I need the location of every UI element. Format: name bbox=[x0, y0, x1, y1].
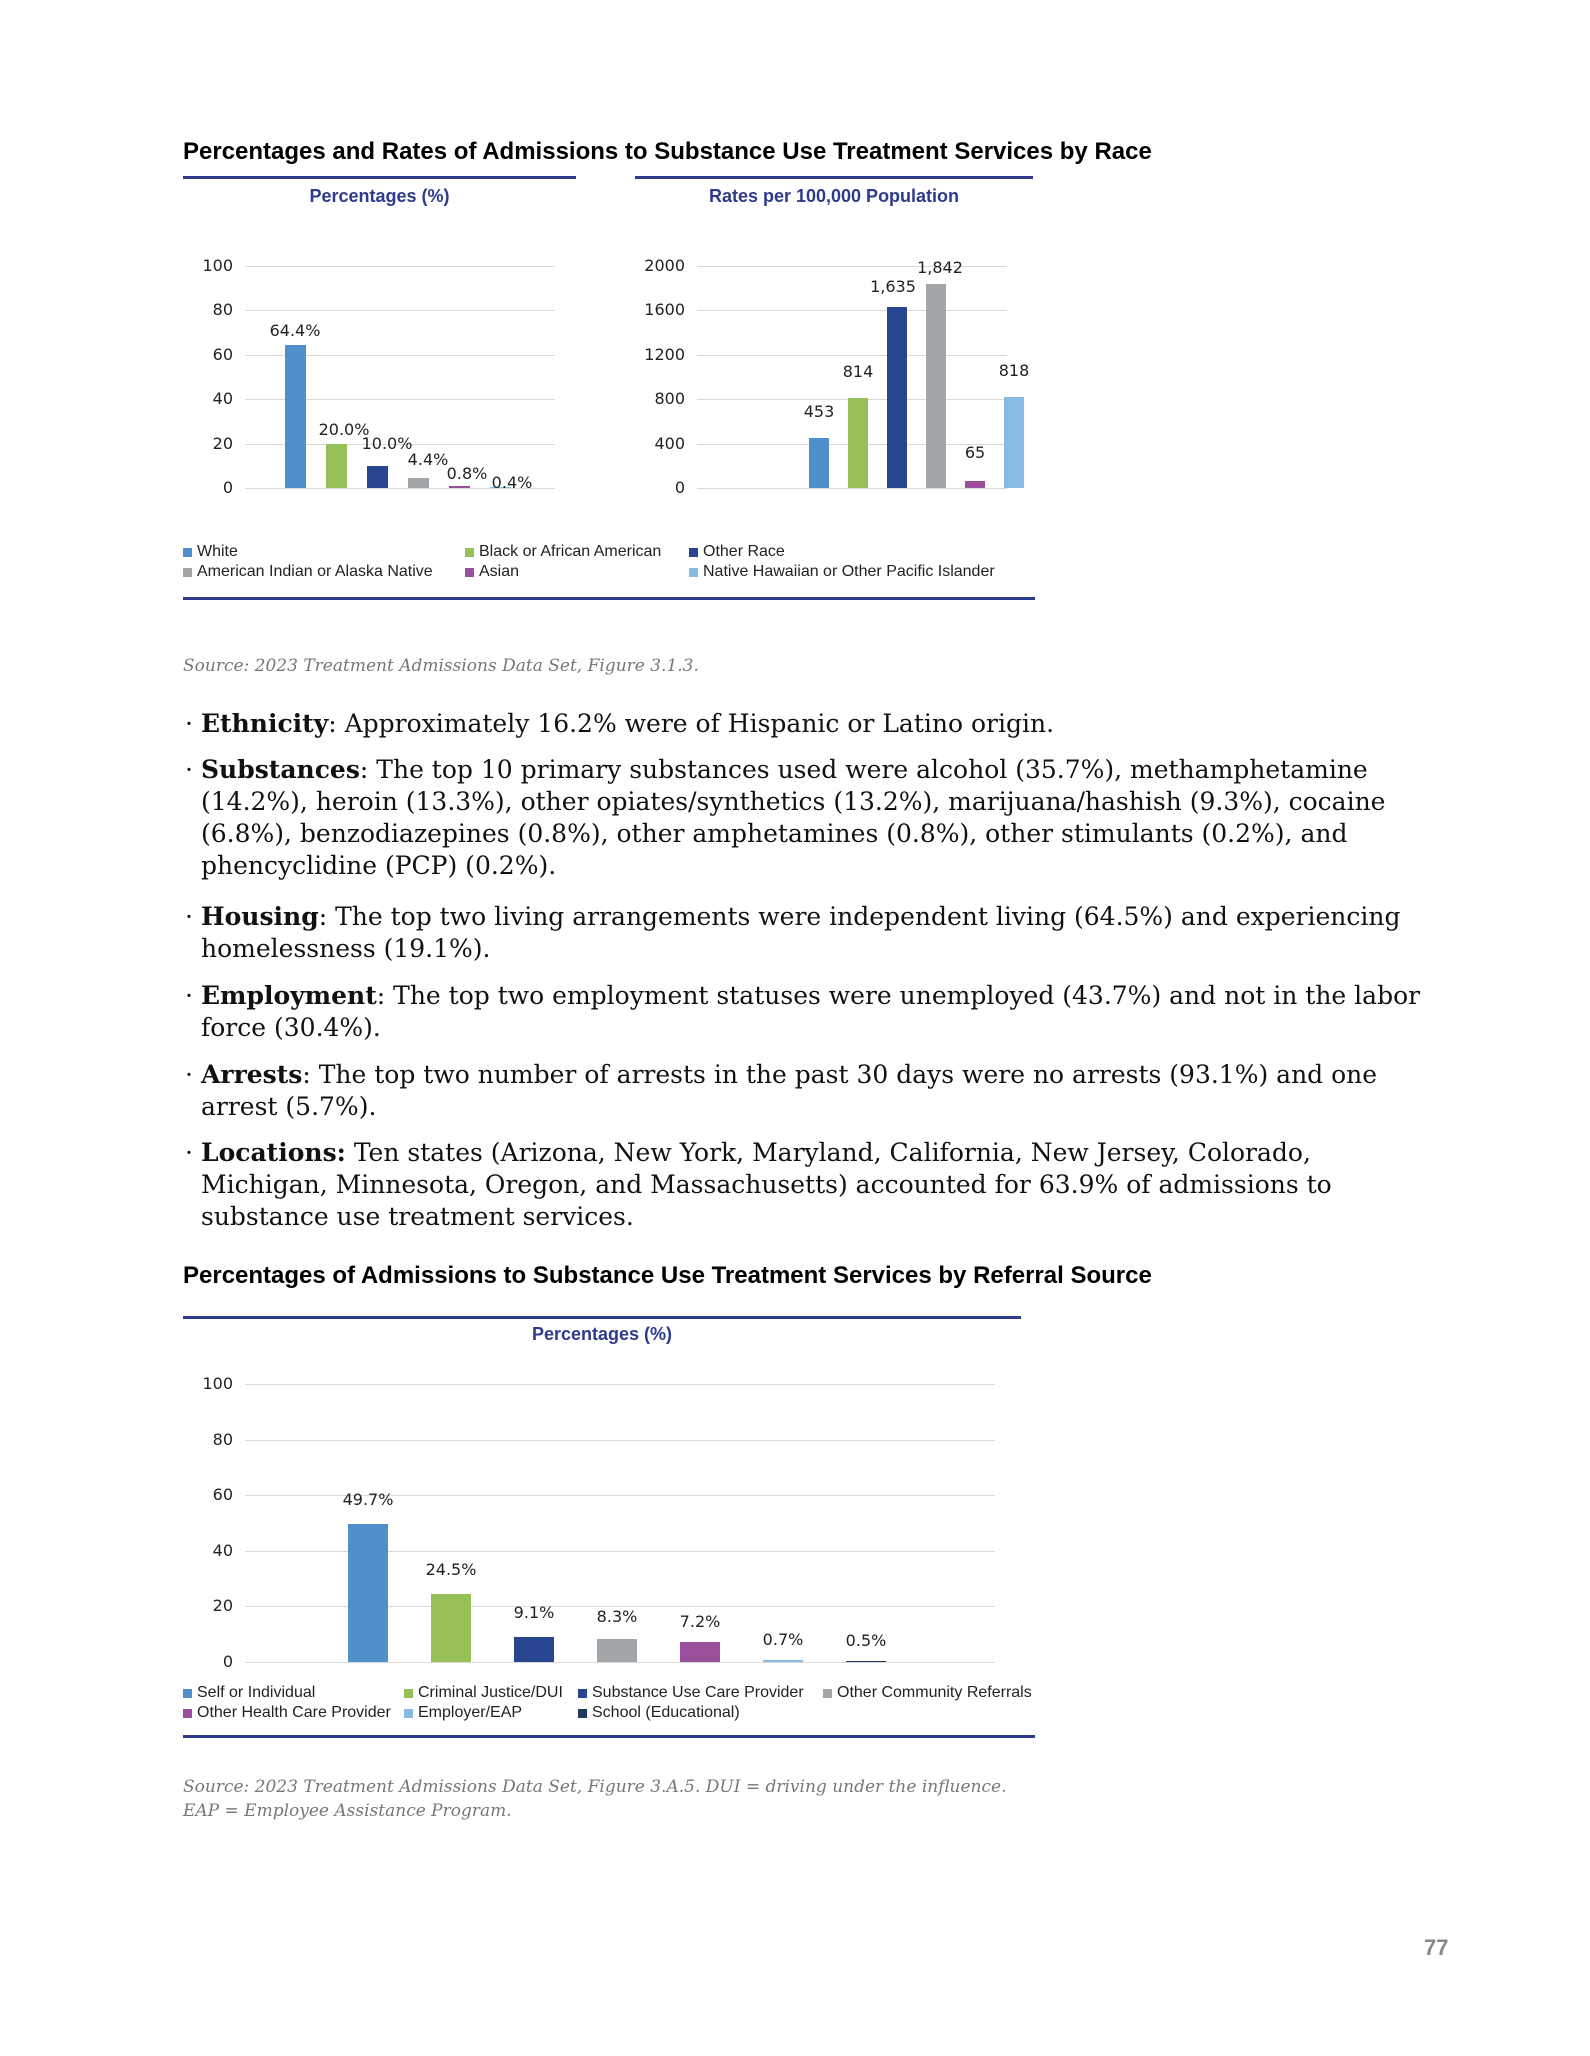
legend-swatch-icon bbox=[689, 548, 698, 557]
y-tick-label: 0 bbox=[222, 478, 233, 497]
legend-label: Other Race bbox=[703, 543, 785, 560]
bar bbox=[887, 307, 907, 488]
figure1-bottom-rule bbox=[183, 597, 1035, 600]
data-label: 64.4% bbox=[269, 321, 321, 341]
legend-swatch-icon bbox=[183, 568, 192, 577]
bullet-item bbox=[185, 980, 1445, 1044]
legend-label: Employer/EAP bbox=[418, 1704, 523, 1721]
gridline bbox=[697, 310, 1007, 311]
gridline bbox=[245, 1384, 995, 1385]
figure1-source: Source: 2023 Treatment Admissions Data Set, Figure 3.1.3. bbox=[183, 656, 699, 676]
left-panel-top-rule bbox=[183, 176, 576, 179]
data-label: 20.0% bbox=[318, 419, 370, 439]
y-tick-label: 100 bbox=[202, 1374, 233, 1393]
figure1-title: Percentages and Rates of Admissions to Substance Use Treatment Services by Race bbox=[183, 138, 1152, 165]
bullet-text: : The top two number of arrests in the past 30 days were no arrests (93.1%) and one arrest (5.7%). bbox=[201, 1060, 1378, 1121]
bar bbox=[846, 1661, 886, 1663]
race-rates-chart bbox=[635, 250, 1035, 510]
figure2-title: Percentages of Admissions to Substance Use Treatment Services by Referral Source bbox=[183, 1262, 1152, 1289]
figure2-source-line1: Source: 2023 Treatment Admissions Data Set, Figure 3.A.5. DUI = driving under the influence. bbox=[183, 1777, 1007, 1797]
figure2-bottom-rule bbox=[183, 1735, 1035, 1738]
data-label: 9.1% bbox=[513, 1602, 555, 1622]
data-label: 1,635 bbox=[870, 276, 916, 296]
y-tick-label: 40 bbox=[212, 1540, 233, 1560]
legend-swatch-icon bbox=[183, 548, 192, 557]
bullet-item bbox=[185, 1137, 1445, 1233]
legend-swatch-icon bbox=[578, 1689, 587, 1698]
data-label: 65 bbox=[964, 442, 986, 462]
bar bbox=[326, 444, 347, 488]
bullet-dot-icon: · bbox=[185, 902, 193, 931]
legend-swatch-icon bbox=[404, 1689, 413, 1698]
referral-percentages-chart bbox=[183, 1370, 1003, 1670]
page-number: 77 bbox=[1424, 1935, 1449, 1960]
data-label: 814 bbox=[842, 361, 874, 381]
legend-item bbox=[823, 1684, 1032, 1702]
y-tick-label: 2000 bbox=[644, 256, 685, 275]
legend-swatch-icon bbox=[578, 1709, 587, 1718]
bar bbox=[1004, 397, 1024, 488]
bullet-dot-icon: · bbox=[185, 709, 193, 738]
y-tick-label: 80 bbox=[212, 300, 233, 320]
data-label: 1,842 bbox=[917, 257, 963, 277]
figure2-panel-title: Percentages (%) bbox=[531, 1324, 673, 1344]
legend-item bbox=[404, 1684, 563, 1702]
right-panel-top-rule bbox=[635, 176, 1033, 179]
bar bbox=[408, 478, 429, 488]
y-tick-label: 80 bbox=[212, 1429, 233, 1449]
data-label: 7.2% bbox=[679, 1611, 721, 1631]
legend-item bbox=[183, 1684, 315, 1702]
legend-label: Black or African American bbox=[479, 543, 662, 560]
bar bbox=[431, 1594, 471, 1662]
gridline bbox=[245, 310, 555, 311]
legend-label: White bbox=[197, 543, 238, 560]
y-tick-label: 800 bbox=[654, 389, 685, 409]
legend-swatch-icon bbox=[404, 1709, 413, 1718]
legend-item bbox=[689, 543, 785, 561]
bar bbox=[597, 1639, 637, 1662]
y-tick-label: 60 bbox=[212, 344, 233, 364]
bullet-text: : Approximately 16.2% were of Hispanic or Latino origin. bbox=[328, 709, 1055, 738]
bullet-item bbox=[185, 754, 1445, 882]
race-percentages-chart bbox=[183, 250, 583, 510]
right-panel-title: Rates per 100,000 Population bbox=[708, 186, 960, 206]
bar bbox=[680, 1642, 720, 1662]
y-tick-label: 60 bbox=[212, 1485, 233, 1505]
y-tick-label: 0 bbox=[222, 1652, 233, 1671]
legend-swatch-icon bbox=[689, 568, 698, 577]
y-tick-label: 1600 bbox=[644, 300, 685, 320]
bar bbox=[367, 466, 388, 488]
data-label: 453 bbox=[803, 401, 835, 421]
legend-item bbox=[465, 563, 519, 581]
data-label: 8.3% bbox=[596, 1606, 638, 1626]
bullet-heading: Housing bbox=[201, 902, 319, 931]
y-tick-label: 0 bbox=[674, 478, 685, 497]
y-tick-label: 100 bbox=[202, 256, 233, 275]
bullet-heading: Employment bbox=[201, 981, 377, 1010]
legend-label: Asian bbox=[479, 563, 520, 580]
gridline bbox=[697, 488, 1007, 489]
bullet-heading: Ethnicity bbox=[201, 709, 329, 738]
legend-swatch-icon bbox=[823, 1689, 832, 1698]
bullet-text: Ten states (Arizona, New York, Maryland, California, New Jersey, Colorado, Michigan, Minnesota, Oregon, and Massachusetts) accounted for 63.9% of admissions to substance use treatment services. bbox=[201, 1138, 1332, 1231]
legend-swatch-icon bbox=[183, 1689, 192, 1698]
bar bbox=[285, 345, 306, 488]
data-label: 0.5% bbox=[845, 1630, 887, 1650]
legend-item bbox=[183, 563, 433, 581]
y-tick-label: 1200 bbox=[644, 344, 685, 364]
legend-label: American Indian or Alaska Native bbox=[197, 563, 433, 580]
bar bbox=[848, 398, 868, 488]
bullet-text: : The top two living arrangements were independent living (64.5%) and experiencing homelessness (19.1%). bbox=[201, 902, 1401, 963]
bar bbox=[763, 1660, 803, 1662]
bullet-item bbox=[185, 1059, 1445, 1123]
legend-item bbox=[183, 543, 238, 561]
legend-label: Other Community Referrals bbox=[837, 1684, 1032, 1701]
bullet-dot-icon: · bbox=[185, 1138, 193, 1167]
bar bbox=[965, 481, 985, 488]
legend-item bbox=[578, 1704, 740, 1722]
y-tick-label: 20 bbox=[212, 1596, 233, 1616]
legend-swatch-icon bbox=[465, 548, 474, 557]
data-label: 818 bbox=[998, 361, 1030, 381]
legend-label: Substance Use Care Provider bbox=[592, 1684, 804, 1701]
bullet-dot-icon: · bbox=[185, 981, 193, 1010]
bar bbox=[449, 486, 470, 488]
gridline bbox=[245, 266, 555, 267]
bullet-dot-icon: · bbox=[185, 755, 193, 784]
legend-item bbox=[404, 1704, 522, 1722]
gridline bbox=[245, 1662, 995, 1663]
bar bbox=[348, 1524, 388, 1662]
bar bbox=[514, 1637, 554, 1662]
data-label: 0.7% bbox=[762, 1630, 804, 1650]
bullet-item bbox=[185, 901, 1445, 965]
data-label: 49.7% bbox=[342, 1489, 394, 1509]
data-label: 10.0% bbox=[361, 433, 413, 453]
y-tick-label: 400 bbox=[654, 433, 685, 453]
legend-item bbox=[578, 1684, 804, 1702]
data-label: 0.4% bbox=[491, 472, 533, 492]
bullet-text: : The top 10 primary substances used were alcohol (35.7%), methamphetamine (14.2%), heroin (13.3%), other opiates/synthetics (13.2%), marijuana/hashish (9.3%), cocaine (6.8%), benzodiazepines (0.8%), other amphetamines (0.8%), other stimulants (0.2%), and phencyclidine (PCP) (0.2%). bbox=[201, 755, 1386, 880]
left-panel-title: Percentages (%) bbox=[309, 186, 450, 206]
legend-label: Self or Individual bbox=[197, 1684, 316, 1701]
legend-swatch-icon bbox=[183, 1709, 192, 1718]
y-tick-label: 40 bbox=[212, 389, 233, 409]
data-label: 24.5% bbox=[425, 1559, 477, 1579]
data-label: 0.8% bbox=[446, 464, 488, 484]
bullet-dot-icon: · bbox=[185, 1060, 193, 1089]
bar bbox=[809, 438, 829, 488]
legend-label: School (Educational) bbox=[592, 1704, 740, 1721]
legend-item bbox=[183, 1704, 391, 1722]
figure2-top-rule bbox=[183, 1316, 1021, 1319]
bullet-heading: Arrests bbox=[201, 1060, 303, 1089]
data-label: 4.4% bbox=[407, 450, 449, 470]
gridline bbox=[697, 355, 1007, 356]
gridline bbox=[245, 1440, 995, 1441]
bullet-heading: Locations: bbox=[201, 1138, 346, 1167]
legend-item bbox=[465, 543, 661, 561]
bullet-item bbox=[185, 708, 1445, 740]
legend-label: Criminal Justice/DUI bbox=[418, 1684, 563, 1701]
bullet-heading: Substances bbox=[201, 755, 360, 784]
figure2-source-line2: EAP = Employee Assistance Program. bbox=[183, 1801, 512, 1821]
legend-label: Other Health Care Provider bbox=[197, 1704, 391, 1721]
legend-item bbox=[689, 563, 995, 581]
legend-swatch-icon bbox=[465, 568, 474, 577]
bullet-text: : The top two employment statuses were unemployed (43.7%) and not in the labor force (30.4%). bbox=[201, 981, 1421, 1042]
legend-label: Native Hawaiian or Other Pacific Islander bbox=[703, 563, 995, 580]
y-tick-label: 20 bbox=[212, 433, 233, 453]
